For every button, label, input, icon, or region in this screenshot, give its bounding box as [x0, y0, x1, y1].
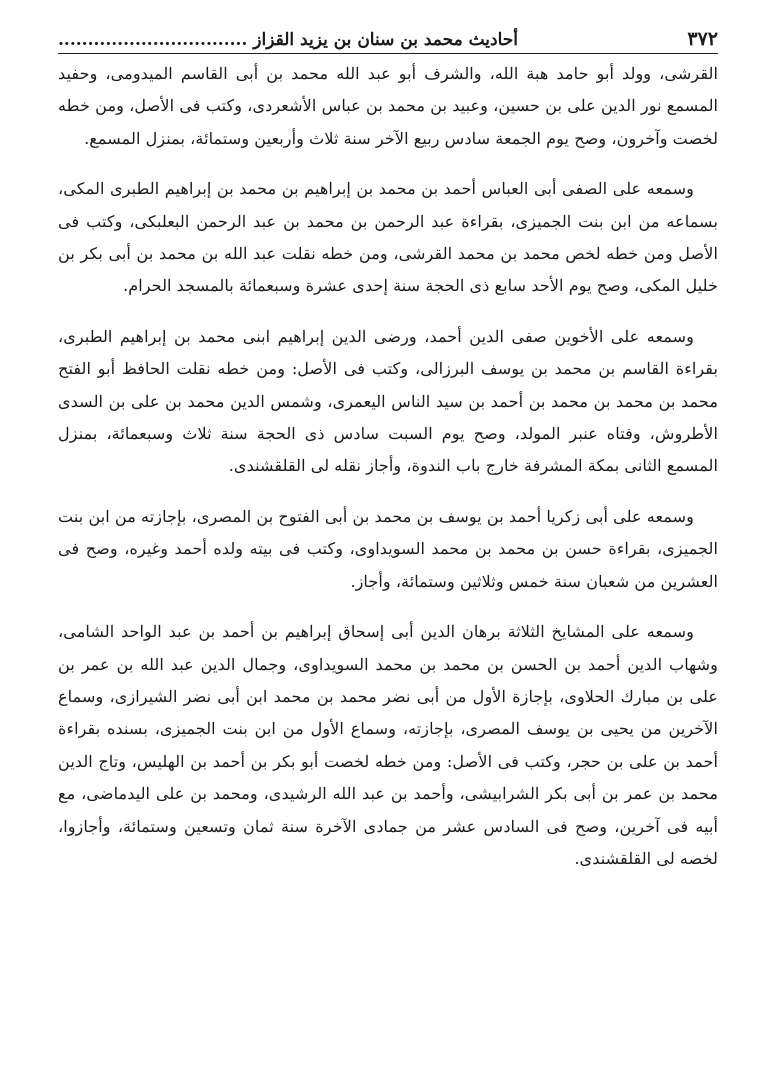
- paragraph-3: وسمعه على الأخوين صفى الدين أحمد، ورضى الدين إبراهيم ابنى محمد بن إبراهيم الطبرى، بقراءة القاسم بن محمد بن يوسف البرزالى، وكتب فى الأصل: ومن خطه نقلت الحافظ أبو الفتح محمد بن محمد بن محمد بن أحمد بن سيد الناس اليعمرى، وشمس الدين محمد بن على بن السدى الأطروش، وفتاه عنبر المولد، وصح يوم السبت سادس ذى الحجة سنة ثلاث وسبعمائة، بمنزل المسمع الثانى بمكة المشرفة خارج باب الندوة، وأجاز نقله لى القلقشندى.: [58, 326, 718, 476]
- paragraph-5: وسمعه على المشايخ الثلاثة برهان الدين أبى إسحاق إبراهيم بن أحمد بن عبد الواحد الشامى، وشهاب الدين أحمد بن الحسن بن محمد بن محمد السويداوى، وجمال الدين عبد الله بن عمر بن على بن مبارك الحلاوى، بإجازة الأول من أبى نضر محمد بن محمد ابن أبى نضر الشيرازى، وسماع الآخرين من يحيى بن يوسف المصرى، بإجازته، وسماع الأول من ابن بنت الجميزى، بسنده بقراءة أحمد بن على بن حجر، وكتب فى الأصل: ومن خطه لخصت أبو بكر بن أحمد بن الهليس، وتاج الدين محمد بن عمر بن أبى بكر الشرابيشى، وأحمد بن عبد الله الرشيدى، ومحمد بن على اليدماضى، مع أبيه فى آخرين، وصح فى السادس عشر من جمادى الآخرة سنة ثمان وتسعين وستمائة، وأجازوا، لخصه لى القلقشندى.: [58, 622, 718, 868]
- header-rule: [58, 53, 718, 54]
- paragraph-1: القرشى، وولد أبو حامد هبة الله، والشرف أبو عبد الله محمد بن أبى القاسم الميدومى، وحفيد المسمع نور الدين على بن حسين، وعبيد بن محمد بن عباس الأشعردى، وكتب فى الأصل، ومن خطه لخصت وآخرون، وصح يوم الجمعة سادس ربيع الآخر سنة ثلاث وأربعين وستمائة، بمنزل المسمع.: [58, 64, 718, 148]
- book-page: [58, 26, 718, 1071]
- page-number: ٣٧٢: [687, 28, 718, 50]
- paragraph-4: وسمعه على أبى زكريا أحمد بن يوسف بن محمد بن أبى الفتوح بن المصرى، بإجازته من ابن بنت الجميزى، بقراءة حسن بن محمد بن محمد السويداوى، وكتب فى بيته ولده أحمد وغيره، وصح فى العشرين من شعبان سنة خمس وثلاثين وستمائة، وأجاز.: [58, 506, 718, 591]
- running-title: أحاديث محمد بن سنان بن يزيد القزاز ................................: [58, 30, 519, 50]
- paragraph-2: وسمعه على الصفى أبى العباس أحمد بن محمد بن إبراهيم بن محمد بن إبراهيم الطبرى المكى، بسماعه من ابن بنت الجميزى، بقراءة عبد الرحمن بن محمد بن عبد الرحمن البعلبكى، وكتب فى الأصل ومن خطه لخص محمد بن محمد القرشى، ومن خطه نقلت عبد الله بن محمد بن أبى بكر بن خليل المكى، وصح يوم الأحد سابع ذى الحجة سنة إحدى عشرة وسبعمائة بالمسجد الحرام.: [58, 179, 718, 296]
- running-head: [58, 26, 718, 52]
- body-text: [58, 58, 718, 875]
